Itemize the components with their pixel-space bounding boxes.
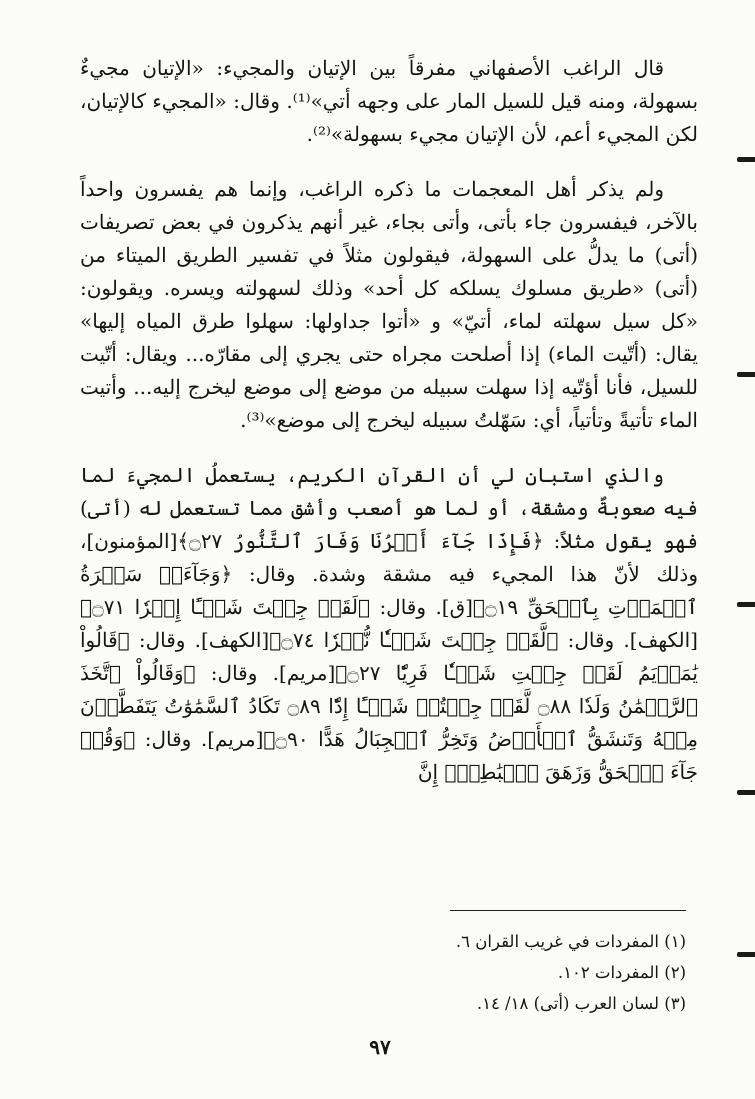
edge-mark xyxy=(737,157,755,162)
edge-mark xyxy=(737,372,755,377)
footnote-3: (٣) لسان العرب (أتى) ١٨/ ١٤. xyxy=(476,994,686,1013)
paragraph-lexicons xyxy=(80,173,698,437)
edge-mark xyxy=(737,602,755,607)
edge-mark xyxy=(737,790,755,795)
edge-mark xyxy=(737,952,755,957)
page-number: ٩٧ xyxy=(369,1035,391,1059)
paragraph-text: والذي استبان لي أن القرآن الكريم، يستعملُ المجيءَ لما فيه صعوبةٌ ومشقة، أو لما هو أصعب وأشق مما تستعمل له (أتى) فهو يقول مثلاً: ﴿فَإِذَا جَآءَ أَمۡرُنَا وَفَارَ ٱلتَّنُّورُ ۝٢٧﴾[المؤمنون]، وذلك لأنّ هذا المجيء فيه مشقة وشدة. وقال: ﴿وَجَآءَتۡ سَكۡرَةُ ٱلۡمَوۡتِ بِٱلۡحَقِّ ۝١٩﴾[ق]. وقال: ﴿لَقَدۡ جِئۡتَ شَيۡـًٔا إِمۡرٗا ۝٧١﴾[الكهف]. وقال: ﴿لَّقَدۡ جِئۡتَ شَيۡـٔٗا نُّكۡرٗا ۝٧٤﴾[الكهف]. وقال: ﴿قَالُواْ يَٰمَرۡيَمُ لَقَدۡ جِئۡتِ شَيۡـٔٗا فَرِيّٗا ۝٢٧﴾[مريم]. وقال: ﴿وَقَالُواْ ٱتَّخَذَ ٱلرَّحۡمَٰنُ وَلَدٗا ۝٨٨ لَّقَدۡ جِئۡتُمۡ شَيۡـًٔا إِدّٗا ۝٨٩ تَكَادُ ٱلسَّمَٰوَٰتُ يَتَفَطَّرۡنَ مِنۡهُ وَتَنشَقُّ ٱلۡأَرۡضُ وَتَخِرُّ ٱلۡجِبَالُ هَدًّا ۝٩٠﴾[مريم]. وقال: ﴿وَقُلۡ جَآءَ ٱلۡحَقُّ وَزَهَقَ ٱلۡبَٰطِلُۚ إِنَّ xyxy=(80,463,698,784)
footnote-1: (١) المفردات في غريب القران ٦. xyxy=(455,932,686,951)
paragraph-raghib xyxy=(80,52,698,151)
paragraph-quran-usage xyxy=(80,459,698,789)
main-text xyxy=(80,52,698,811)
footnote-2: (٢) المفردات ١٠٢. xyxy=(557,963,686,982)
footnotes xyxy=(80,926,686,1019)
paragraph-text: ولم يذكر أهل المعجمات ما ذكره الراغب، وإنما هم يفسرون واحداً بالآخر، فيفسرون جاء بأتى، وأتى بجاء، غير أنهم يذكرون في بعض تصريفات (أتى) ما يدلُّ على السهولة، فيقولون مثلاً في تفسير الطريق الميتاء من (أتى) «طريق مسلوك يسلكه كل أحد» وذلك لسهولته ويسره. ويقولون: «كل سيل سهلته لماء، أتيّ» و «أتوا جداولها: سهلوا طرق المياه إليها» يقال: (أتّيت الماء) إذا أصلحت مجراه حتى يجري إلى مقارّه... ويقال: أتّيت للسيل، فأنا أؤتّيه إذا سهلت سبيله من موضع إلى موضع ليخرج إليه... وأتيت الماء تأتيةً وتأتياً، أي: سَهّلتُ سبيله ليخرج إلى موضع»⁽³⁾. xyxy=(80,177,699,432)
paragraph-text: قال الراغب الأصفهاني مفرقاً بين الإتيان والمجيء: «الإتيان مجيءٌ بسهولة، ومنه قيل للسيل المار على وجهه أتي»⁽¹⁾. وقال: «المجيء كالإتيان، لكن المجيء أعم، لأن الإتيان مجيء بسهولة»⁽²⁾. xyxy=(80,56,699,146)
footnote-separator xyxy=(450,910,686,911)
